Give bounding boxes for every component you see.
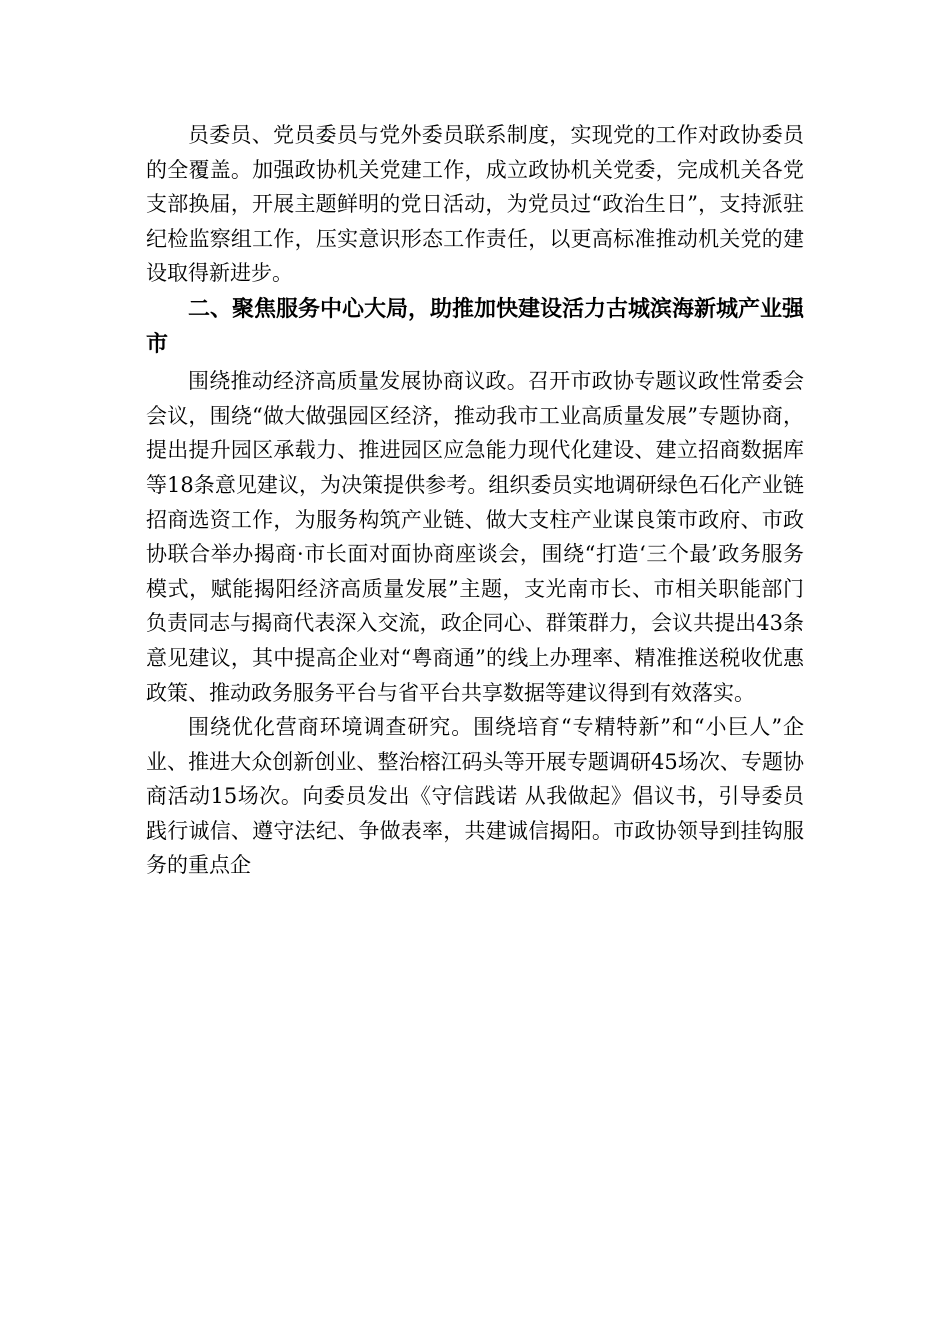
body-paragraph-business-environment: 围绕优化营商环境调查研究。围绕培育“专精特新”和“小巨人”企业、推进大众创新创业、整治榕江码头等开展专题调研45场次、专题协商活动15场次。向委员发出《守信践诺 从我做起》倡议书，引导委员践行诚信、遵守法纪、争做表率，共建诚信揭阳。市政协领导到挂钩服务的重点企 (146, 715, 804, 878)
body-paragraph-party-building: 员委员、党员委员与党外委员联系制度，实现党的工作对政协委员的全覆盖。加强政协机关党建工作，成立政协机关党委，完成机关各党支部换届，开展主题鲜明的党日活动，为党员过“政治生日”，支持派驻纪检监察组工作，压实意识形态工作责任，以更高标准推动机关党的建设取得新进步。 (146, 123, 804, 286)
document-page (146, 118, 804, 883)
body-paragraph-economic-consultation: 围绕推动经济高质量发展协商议政。召开市政协专题议政性常委会会议，围绕“做大做强园区经济，推动我市工业高质量发展”专题协商，提出提升园区承载力、推进园区应急能力现代化建设、建立招商数据库等18条意见建议，为决策提供参考。组织委员实地调研绿色石化产业链招商选资工作，为服务构筑产业链、做大支柱产业谋良策市政府、市政协联合举办揭商·市长面对面协商座谈会，围绕“打造‘三个最’政务服务模式，赋能揭阳经济高质量发展”主题，支光南市长、市相关职能部门负责同志与揭商代表深入交流，政企同心、群策群力，会议共提出43条意见建议，其中提高企业对“粤商通”的线上办理率、精准推送税收优惠政策、推动政务服务平台与省平台共享数据等建议得到有效落实。 (146, 369, 804, 705)
section-heading-2: 二、聚焦服务中心大局，助推加快建设活力古城滨海新城产业强市 (146, 296, 805, 357)
